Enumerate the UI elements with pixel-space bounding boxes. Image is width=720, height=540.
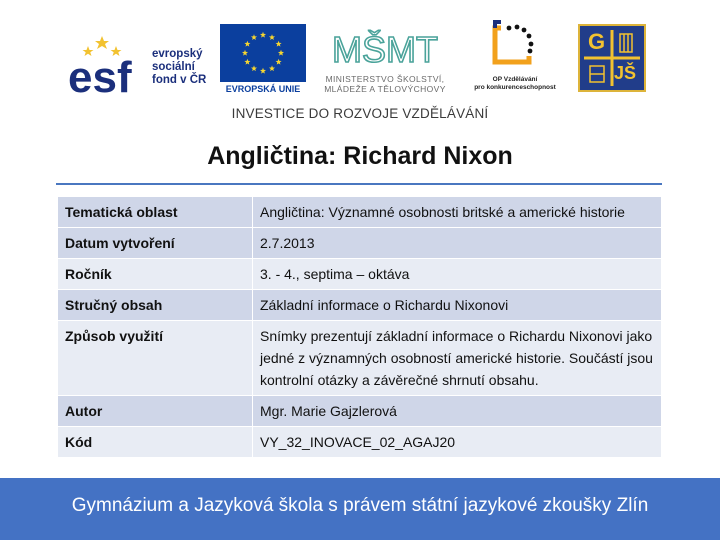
esf-line: evropský: [152, 48, 203, 60]
school-logo-letter: G: [588, 29, 606, 54]
title-divider: [56, 183, 662, 185]
eu-label: EVROPSKÁ UNIE: [220, 82, 306, 96]
msmt-line: MLÁDEŽE A TĚLOVÝCHOVY: [324, 84, 446, 94]
msmt-line: MINISTERSTVO ŠKOLSTVÍ,: [325, 74, 445, 84]
row-value: VY_32_INOVACE_02_AGAJ20: [253, 427, 662, 458]
row-value: Mgr. Marie Gajzlerová: [253, 396, 662, 427]
row-label: Kód: [58, 427, 253, 458]
tagline: INVESTICE DO ROZVOJE VZDĚLÁVÁNÍ: [231, 106, 489, 121]
eu-logo: [220, 24, 306, 96]
table-row: [58, 321, 662, 396]
table-row: [58, 396, 662, 427]
table-row: [58, 427, 662, 458]
school-logo: [578, 24, 646, 92]
op-logo: [465, 18, 565, 100]
msmt-logo: [310, 18, 460, 100]
table-row: [58, 259, 662, 290]
row-label: Stručný obsah: [58, 290, 253, 321]
op-text: [465, 76, 565, 92]
eu-flag-icon: [220, 24, 306, 82]
esf-text: [152, 48, 206, 87]
table-row: [58, 228, 662, 259]
esf-emblem-icon: [68, 32, 146, 102]
row-value: 2.7.2013: [253, 228, 662, 259]
esf-line: sociální: [152, 61, 195, 73]
row-value: 3. - 4., septima – oktáva: [253, 259, 662, 290]
row-label: Datum vytvoření: [58, 228, 253, 259]
school-logo-letters: JŠ: [614, 63, 637, 83]
op-emblem-icon: [487, 18, 543, 70]
esf-logo: [68, 24, 210, 102]
msmt-mark-icon: [332, 18, 438, 72]
metadata-table: [57, 196, 662, 458]
footer-text: Gymnázium a Jazyková škola s právem státní jazykové zkoušky Zlín: [71, 495, 649, 516]
row-label: Ročník: [58, 259, 253, 290]
row-label: Tematická oblast: [58, 197, 253, 228]
row-value: Snímky prezentují základní informace o Richardu Nixonovi jako jedné z významných osobností americké historie. Součástí jsou kontrolní otázky a závěrečné shrnutí obsahu.: [253, 321, 662, 396]
op-line: OP Vzdělávání: [492, 76, 538, 83]
row-label: Způsob využití: [58, 321, 253, 396]
table-row: [58, 290, 662, 321]
esf-word-text: esf: [68, 53, 132, 102]
msmt-text: [310, 74, 460, 94]
op-line: pro konkurenceschopnost: [474, 84, 556, 91]
esf-line: fond v ČR: [152, 74, 207, 86]
page-title: Angličtina: Richard Nixon: [207, 142, 513, 170]
table-row: [58, 197, 662, 228]
row-value: Angličtina: Významné osobnosti britské a americké historie: [253, 197, 662, 228]
msmt-mark-text: MŠMT: [332, 29, 438, 70]
row-value: Základní informace o Richardu Nixonovi: [253, 290, 662, 321]
row-label: Autor: [58, 396, 253, 427]
footer-bar: [0, 478, 720, 540]
